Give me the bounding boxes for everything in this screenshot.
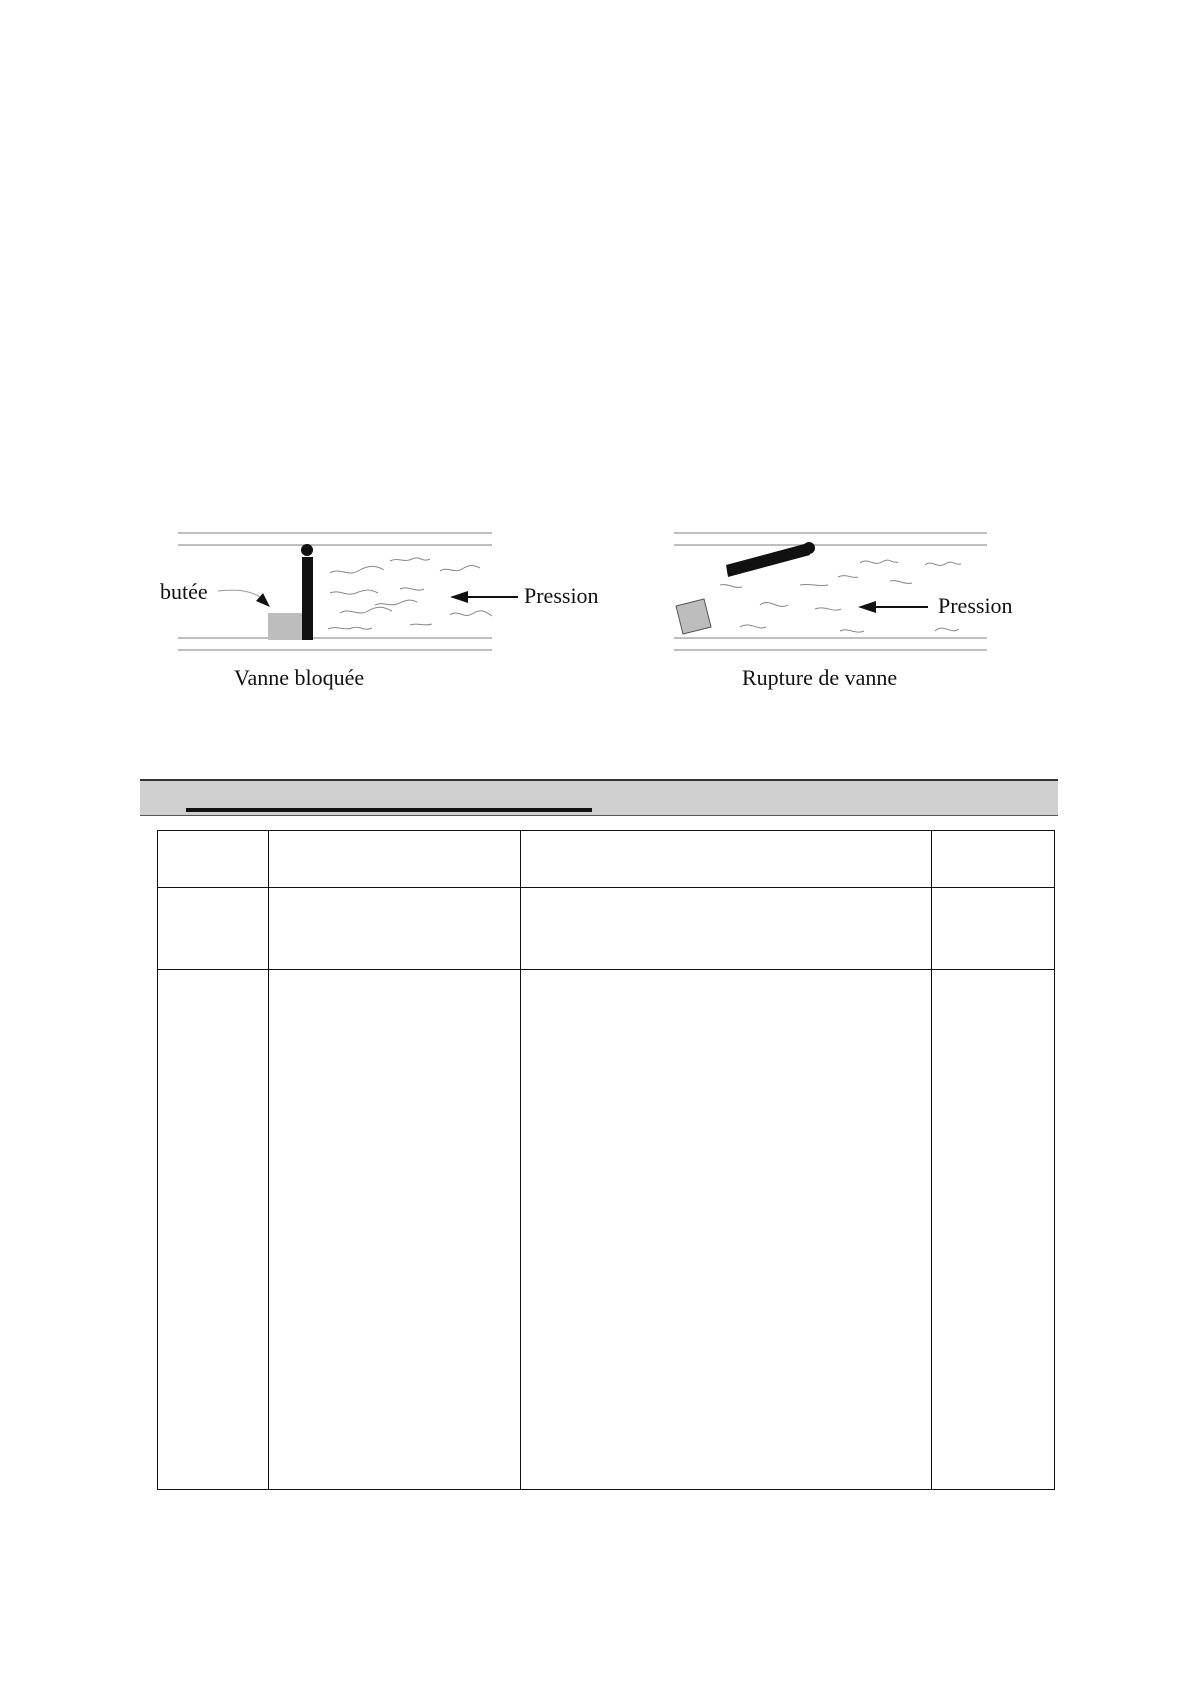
fluid-lines [720, 560, 961, 632]
valve-gate [302, 557, 313, 640]
pressure-arrowhead [450, 591, 468, 603]
stop-label: butée [160, 579, 208, 604]
stop-leader-line [218, 590, 260, 597]
row-divider-1 [158, 887, 1054, 888]
stop-block [268, 613, 302, 640]
row-divider-2 [158, 969, 1054, 970]
column-divider-3 [931, 831, 932, 1489]
empty-table [157, 830, 1055, 1490]
section-title-underline [186, 808, 592, 812]
stop-arrowhead [256, 593, 270, 607]
figure-valve-rupture [660, 525, 1060, 695]
pressure-arrowhead [858, 601, 876, 613]
pressure-label-right: Pression [938, 593, 1013, 618]
pressure-label-left: Pression [524, 583, 599, 608]
column-divider-2 [520, 831, 521, 1489]
caption-valve-blocked: Vanne bloquée [234, 665, 365, 690]
broken-valve-gate [726, 543, 810, 577]
column-divider-1 [268, 831, 269, 1489]
displaced-stop-block [676, 599, 711, 634]
valve-pivot [803, 542, 815, 554]
section-header-bar [140, 779, 1058, 816]
figure-valve-blocked [150, 525, 610, 695]
valve-blocked-diagram [150, 525, 610, 695]
valve-pivot [301, 544, 313, 556]
caption-valve-rupture: Rupture de vanne [742, 665, 898, 690]
